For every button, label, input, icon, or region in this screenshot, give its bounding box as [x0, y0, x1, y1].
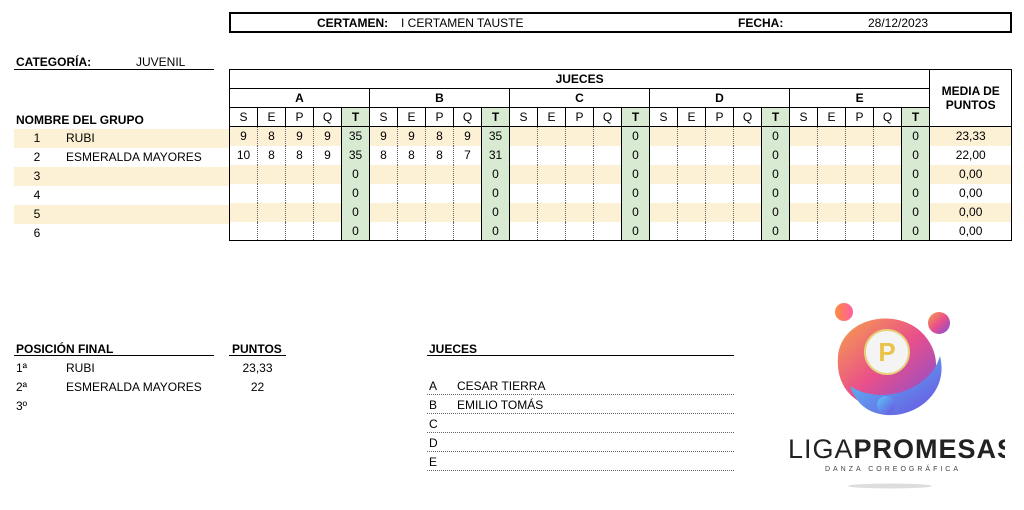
- final-points: 23,33: [242, 361, 273, 375]
- score-cell: 7: [454, 146, 482, 165]
- score-cell: [510, 146, 538, 165]
- score-cell: [538, 165, 566, 184]
- header-box: [229, 12, 1012, 33]
- total-cell: 0: [902, 203, 930, 222]
- points-label: PUNTOS: [232, 342, 282, 356]
- final-position: 1ª: [16, 361, 28, 375]
- score-cell: [706, 165, 734, 184]
- criterion-header-e-t: T: [902, 108, 930, 127]
- total-cell: 0: [762, 184, 790, 203]
- final-position: 3º: [16, 399, 28, 413]
- panel-header-b: B: [370, 89, 510, 108]
- score-cell: [566, 127, 594, 146]
- total-cell: 0: [902, 222, 930, 241]
- group-number: 4: [33, 188, 41, 202]
- score-cell: 8: [398, 146, 426, 165]
- group-name: ESMERALDA MAYORES: [66, 150, 202, 164]
- score-cell: [818, 184, 846, 203]
- total-cell: 31: [482, 146, 510, 165]
- media-cell: 0,00: [930, 222, 1012, 241]
- judge-letter: C: [429, 417, 438, 431]
- score-cell: [818, 146, 846, 165]
- score-cell: [426, 165, 454, 184]
- criterion-header-d-p: P: [706, 108, 734, 127]
- category-label: CATEGORÍA:: [16, 55, 92, 69]
- final-points: 22: [250, 380, 265, 394]
- total-cell: 0: [902, 184, 930, 203]
- score-cell: [538, 184, 566, 203]
- scores-table: [229, 69, 1012, 241]
- score-cell: [510, 222, 538, 241]
- score-cell: 8: [426, 127, 454, 146]
- score-cell: [846, 146, 874, 165]
- score-cell: [790, 165, 818, 184]
- total-cell: 0: [342, 203, 370, 222]
- total-cell: 35: [342, 127, 370, 146]
- category-underline: [14, 69, 214, 70]
- score-cell: [426, 184, 454, 203]
- judge-row: [427, 433, 734, 452]
- score-cell: 9: [370, 127, 398, 146]
- final-position-label: POSICIÓN FINAL: [16, 342, 114, 356]
- media-cell: 22,00: [930, 146, 1012, 165]
- panel-header-e: E: [790, 89, 930, 108]
- final-group-name: ESMERALDA MAYORES: [66, 380, 202, 394]
- score-cell: [566, 146, 594, 165]
- criterion-header-b-p: P: [426, 108, 454, 127]
- score-cell: 8: [370, 146, 398, 165]
- certamen-value: I CERTAMEN TAUSTE: [401, 16, 524, 30]
- criterion-header-d-s: S: [650, 108, 678, 127]
- score-cell: [230, 184, 258, 203]
- criterion-header-b-t: T: [482, 108, 510, 127]
- score-cell: [790, 146, 818, 165]
- criterion-header-e-e: E: [818, 108, 846, 127]
- group-number: 2: [33, 150, 41, 164]
- judge-row: [427, 452, 734, 471]
- score-cell: [314, 222, 342, 241]
- score-cell: [678, 165, 706, 184]
- score-cell: [594, 127, 622, 146]
- total-cell: 0: [482, 184, 510, 203]
- group-number: 1: [33, 131, 41, 145]
- criterion-header-b-q: Q: [454, 108, 482, 127]
- final-position: 2ª: [16, 380, 28, 394]
- judge-row: [427, 395, 734, 414]
- score-cell: [426, 222, 454, 241]
- table-row: [230, 146, 1012, 165]
- score-cell: [874, 184, 902, 203]
- group-number: 5: [33, 207, 41, 221]
- score-cell: [398, 203, 426, 222]
- score-cell: [874, 203, 902, 222]
- score-cell: [314, 203, 342, 222]
- score-cell: [790, 127, 818, 146]
- score-cell: [258, 184, 286, 203]
- score-cell: [510, 203, 538, 222]
- score-cell: [874, 165, 902, 184]
- score-cell: [566, 184, 594, 203]
- table-row: [230, 127, 1012, 146]
- score-cell: [230, 165, 258, 184]
- score-cell: [678, 222, 706, 241]
- table-row: [230, 165, 1012, 184]
- score-cell: [734, 127, 762, 146]
- score-cell: [790, 184, 818, 203]
- judge-name: CESAR TIERRA: [457, 379, 546, 393]
- group-name: RUBI: [66, 131, 95, 145]
- criterion-header-a-s: S: [230, 108, 258, 127]
- score-cell: [650, 165, 678, 184]
- judge-letter: A: [429, 379, 438, 393]
- score-cell: [706, 127, 734, 146]
- total-cell: 0: [762, 203, 790, 222]
- score-cell: [454, 184, 482, 203]
- group-number: 3: [33, 169, 41, 183]
- score-cell: [818, 127, 846, 146]
- score-cell: [538, 127, 566, 146]
- total-cell: 0: [622, 127, 650, 146]
- score-cell: [566, 203, 594, 222]
- group-row: [14, 186, 229, 205]
- score-cell: [650, 127, 678, 146]
- score-cell: [706, 146, 734, 165]
- score-cell: [566, 222, 594, 241]
- score-cell: [510, 184, 538, 203]
- criterion-header-c-s: S: [510, 108, 538, 127]
- score-cell: [734, 146, 762, 165]
- media-cell: 0,00: [930, 165, 1012, 184]
- score-cell: [594, 184, 622, 203]
- score-cell: [650, 184, 678, 203]
- score-cell: [846, 127, 874, 146]
- media-cell: 23,33: [930, 127, 1012, 146]
- score-cell: [846, 203, 874, 222]
- svg-text:LIGAPROMESAS: [788, 434, 1005, 464]
- score-cell: [734, 184, 762, 203]
- total-cell: 0: [622, 165, 650, 184]
- logo-monogram: P: [878, 337, 896, 367]
- score-cell: [706, 222, 734, 241]
- criterion-header-d-q: Q: [734, 108, 762, 127]
- final-position-underline: [14, 355, 214, 356]
- score-cell: 8: [426, 146, 454, 165]
- total-cell: 0: [622, 146, 650, 165]
- score-cell: [314, 184, 342, 203]
- score-cell: [538, 222, 566, 241]
- table-row: [230, 203, 1012, 222]
- criterion-header-c-t: T: [622, 108, 650, 127]
- criterion-header-e-p: P: [846, 108, 874, 127]
- score-cell: [398, 165, 426, 184]
- score-cell: [286, 222, 314, 241]
- total-cell: 0: [482, 203, 510, 222]
- score-cell: [790, 222, 818, 241]
- score-cell: [370, 203, 398, 222]
- group-column-label: NOMBRE DEL GRUPO: [16, 113, 144, 127]
- score-cell: [538, 146, 566, 165]
- total-cell: 0: [342, 222, 370, 241]
- score-cell: [258, 222, 286, 241]
- score-cell: [370, 222, 398, 241]
- score-cell: [818, 165, 846, 184]
- score-cell: [678, 184, 706, 203]
- criterion-header-a-e: E: [258, 108, 286, 127]
- total-cell: 0: [762, 165, 790, 184]
- total-cell: 35: [482, 127, 510, 146]
- score-cell: [790, 203, 818, 222]
- table-row: [230, 222, 1012, 241]
- score-cell: 9: [398, 127, 426, 146]
- panel-header-c: C: [510, 89, 650, 108]
- score-cell: [818, 222, 846, 241]
- group-row: [14, 224, 229, 243]
- judge-name: EMILIO TOMÁS: [457, 398, 544, 412]
- fecha-label: FECHA:: [738, 16, 784, 30]
- final-group-name: RUBI: [66, 361, 95, 375]
- score-cell: [874, 222, 902, 241]
- total-cell: 0: [482, 222, 510, 241]
- logo-brand-bold: PROMESAS: [853, 434, 1005, 464]
- criterion-header-e-s: S: [790, 108, 818, 127]
- total-cell: 0: [342, 165, 370, 184]
- score-cell: 9: [230, 127, 258, 146]
- media-cell: 0,00: [930, 203, 1012, 222]
- total-cell: 0: [622, 203, 650, 222]
- criterion-header-e-q: Q: [874, 108, 902, 127]
- score-cell: 8: [286, 146, 314, 165]
- judges-title: JUECES: [230, 70, 930, 89]
- score-cell: [594, 203, 622, 222]
- score-cell: 9: [286, 127, 314, 146]
- criterion-header-d-e: E: [678, 108, 706, 127]
- total-cell: 35: [342, 146, 370, 165]
- score-cell: [286, 184, 314, 203]
- score-cell: [846, 222, 874, 241]
- score-cell: 9: [314, 127, 342, 146]
- fecha-value: 28/12/2023: [868, 16, 929, 30]
- total-cell: 0: [622, 184, 650, 203]
- group-row: [14, 129, 229, 148]
- criterion-header-a-p: P: [286, 108, 314, 127]
- score-cell: [678, 127, 706, 146]
- judge-row: [427, 414, 734, 433]
- panel-header-a: A: [230, 89, 370, 108]
- score-cell: [874, 146, 902, 165]
- score-cell: [678, 146, 706, 165]
- score-cell: 9: [454, 127, 482, 146]
- total-cell: 0: [902, 165, 930, 184]
- score-cell: 10: [230, 146, 258, 165]
- score-cell: [818, 203, 846, 222]
- judge-letter: B: [429, 398, 438, 412]
- score-cell: [650, 203, 678, 222]
- media-header: MEDIA DE PUNTOS: [930, 70, 1012, 127]
- score-cell: [650, 146, 678, 165]
- total-cell: 0: [622, 222, 650, 241]
- score-cell: [594, 222, 622, 241]
- score-cell: [846, 165, 874, 184]
- total-cell: 0: [342, 184, 370, 203]
- score-cell: [538, 203, 566, 222]
- certamen-label: CERTAMEN:: [317, 16, 389, 30]
- score-cell: [398, 184, 426, 203]
- score-cell: [846, 184, 874, 203]
- judges-list-label: JUECES: [429, 342, 478, 356]
- category-value: JUVENIL: [136, 55, 186, 69]
- total-cell: 0: [762, 146, 790, 165]
- logo-tagline: DANZA COREOGRÁFICA: [824, 466, 962, 473]
- criterion-header-d-t: T: [762, 108, 790, 127]
- score-cell: [734, 203, 762, 222]
- judge-row: [427, 376, 734, 395]
- criterion-header-c-p: P: [566, 108, 594, 127]
- total-cell: 0: [482, 165, 510, 184]
- total-cell: 0: [762, 127, 790, 146]
- score-cell: [706, 184, 734, 203]
- score-cell: [454, 203, 482, 222]
- score-cell: [510, 127, 538, 146]
- media-cell: 0,00: [930, 184, 1012, 203]
- score-cell: [398, 222, 426, 241]
- score-cell: [286, 203, 314, 222]
- score-cell: [734, 165, 762, 184]
- logo-brand-light: LIGA: [788, 434, 854, 464]
- criterion-header-c-q: Q: [594, 108, 622, 127]
- total-cell: 0: [902, 146, 930, 165]
- total-cell: 0: [762, 222, 790, 241]
- score-cell: [510, 165, 538, 184]
- score-cell: [678, 203, 706, 222]
- score-cell: [874, 127, 902, 146]
- group-row: [14, 167, 229, 186]
- score-cell: [370, 165, 398, 184]
- score-cell: [258, 165, 286, 184]
- criterion-header-a-q: Q: [314, 108, 342, 127]
- score-cell: [650, 222, 678, 241]
- score-cell: [566, 165, 594, 184]
- score-cell: 8: [258, 127, 286, 146]
- judge-letter: E: [429, 455, 438, 469]
- criterion-header-a-t: T: [342, 108, 370, 127]
- group-row: [14, 148, 229, 167]
- score-cell: [370, 184, 398, 203]
- score-cell: [286, 165, 314, 184]
- score-cell: [230, 222, 258, 241]
- score-cell: [258, 203, 286, 222]
- criterion-header-b-s: S: [370, 108, 398, 127]
- liga-promesas-logo: [780, 296, 1005, 492]
- group-number: 6: [33, 226, 41, 240]
- points-underline: [229, 355, 286, 356]
- score-cell: [230, 203, 258, 222]
- score-cell: [594, 165, 622, 184]
- judges-list-underline: [427, 355, 734, 356]
- criterion-header-c-e: E: [538, 108, 566, 127]
- score-cell: [454, 165, 482, 184]
- score-cell: 8: [258, 146, 286, 165]
- score-cell: [734, 222, 762, 241]
- table-row: [230, 184, 1012, 203]
- score-cell: [426, 203, 454, 222]
- score-cell: [594, 146, 622, 165]
- judge-letter: D: [429, 436, 438, 450]
- group-row: [14, 205, 229, 224]
- score-cell: 9: [314, 146, 342, 165]
- score-cell: [706, 203, 734, 222]
- criterion-header-b-e: E: [398, 108, 426, 127]
- total-cell: 0: [902, 127, 930, 146]
- score-cell: [314, 165, 342, 184]
- panel-header-d: D: [650, 89, 790, 108]
- score-cell: [454, 222, 482, 241]
